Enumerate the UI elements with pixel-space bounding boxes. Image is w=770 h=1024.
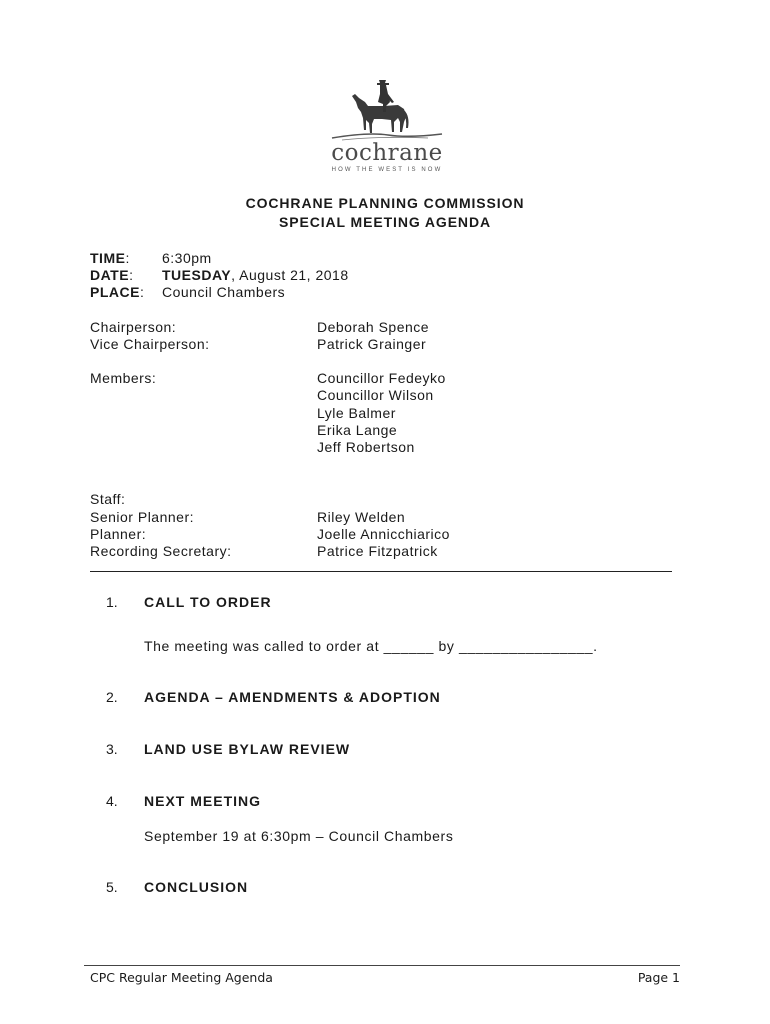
- member-name: Councillor Wilson: [317, 387, 434, 403]
- time-label: TIME: [90, 250, 126, 266]
- divider: [90, 571, 672, 572]
- chair-label: Chairperson:: [90, 319, 177, 335]
- logo-tagline: HOW THE WEST IS NOW: [331, 167, 443, 173]
- place-value: Council Chambers: [162, 284, 286, 300]
- vice-chair-name: Patrick Grainger: [317, 336, 427, 352]
- agenda-item-body: September 19 at 6:30pm – Council Chambers: [144, 828, 454, 844]
- planner-label: Planner:: [90, 526, 147, 542]
- footer-page-number: Page 1: [637, 970, 680, 985]
- date-label: DATE: [90, 267, 130, 283]
- date-day: TUESDAY: [162, 267, 232, 283]
- date-label-row: DATE:: [90, 267, 134, 283]
- agenda-item-heading: CALL TO ORDER: [144, 594, 272, 610]
- page-title: COCHRANE PLANNING COMMISSION: [245, 195, 525, 211]
- staff-label: Staff:: [90, 491, 126, 507]
- member-name: Jeff Robertson: [317, 439, 415, 455]
- agenda-item-heading: LAND USE BYLAW REVIEW: [144, 741, 351, 757]
- member-name: Erika Lange: [317, 422, 398, 438]
- horse-and-rider-logo: [328, 72, 446, 142]
- secretary-name: Patrice Fitzpatrick: [317, 543, 438, 559]
- agenda-item-number: 4.: [106, 793, 118, 809]
- place-label-row: PLACE:: [90, 284, 145, 300]
- agenda-item-number: 5.: [106, 879, 118, 895]
- agenda-item-body: The meeting was called to order at ______ by ________________.: [144, 638, 598, 654]
- agenda-item-number: 2.: [106, 689, 118, 705]
- members-label: Members:: [90, 370, 157, 386]
- agenda-item-heading: CONCLUSION: [144, 879, 249, 895]
- page-subtitle: SPECIAL MEETING AGENDA: [279, 214, 491, 230]
- vice-chair-label: Vice Chairperson:: [90, 336, 210, 352]
- date-value-row: [162, 267, 349, 283]
- chair-name: Deborah Spence: [317, 319, 430, 335]
- senior-planner-name: Riley Welden: [317, 509, 406, 525]
- time-label-row: TIME:: [90, 250, 130, 266]
- member-name: Councillor Fedeyko: [317, 370, 446, 386]
- member-name: Lyle Balmer: [317, 405, 396, 421]
- secretary-label: Recording Secretary:: [90, 543, 232, 559]
- place-label: PLACE: [90, 284, 140, 300]
- agenda-item-heading: NEXT MEETING: [144, 793, 262, 809]
- time-value: 6:30pm: [162, 250, 212, 266]
- senior-planner-label: Senior Planner:: [90, 509, 195, 525]
- date-value: , August 21, 2018: [231, 267, 349, 283]
- planner-name: Joelle Annicchiarico: [317, 526, 450, 542]
- footer-document-name: CPC Regular Meeting Agenda: [90, 970, 273, 985]
- cochrane-logo: [328, 72, 448, 178]
- agenda-item-number: 3.: [106, 741, 118, 757]
- footer-divider: [84, 965, 680, 966]
- logo-wordmark: cochrane: [331, 140, 443, 166]
- agenda-item-number: 1.: [106, 594, 118, 610]
- agenda-item-heading: AGENDA – AMENDMENTS & ADOPTION: [144, 689, 441, 705]
